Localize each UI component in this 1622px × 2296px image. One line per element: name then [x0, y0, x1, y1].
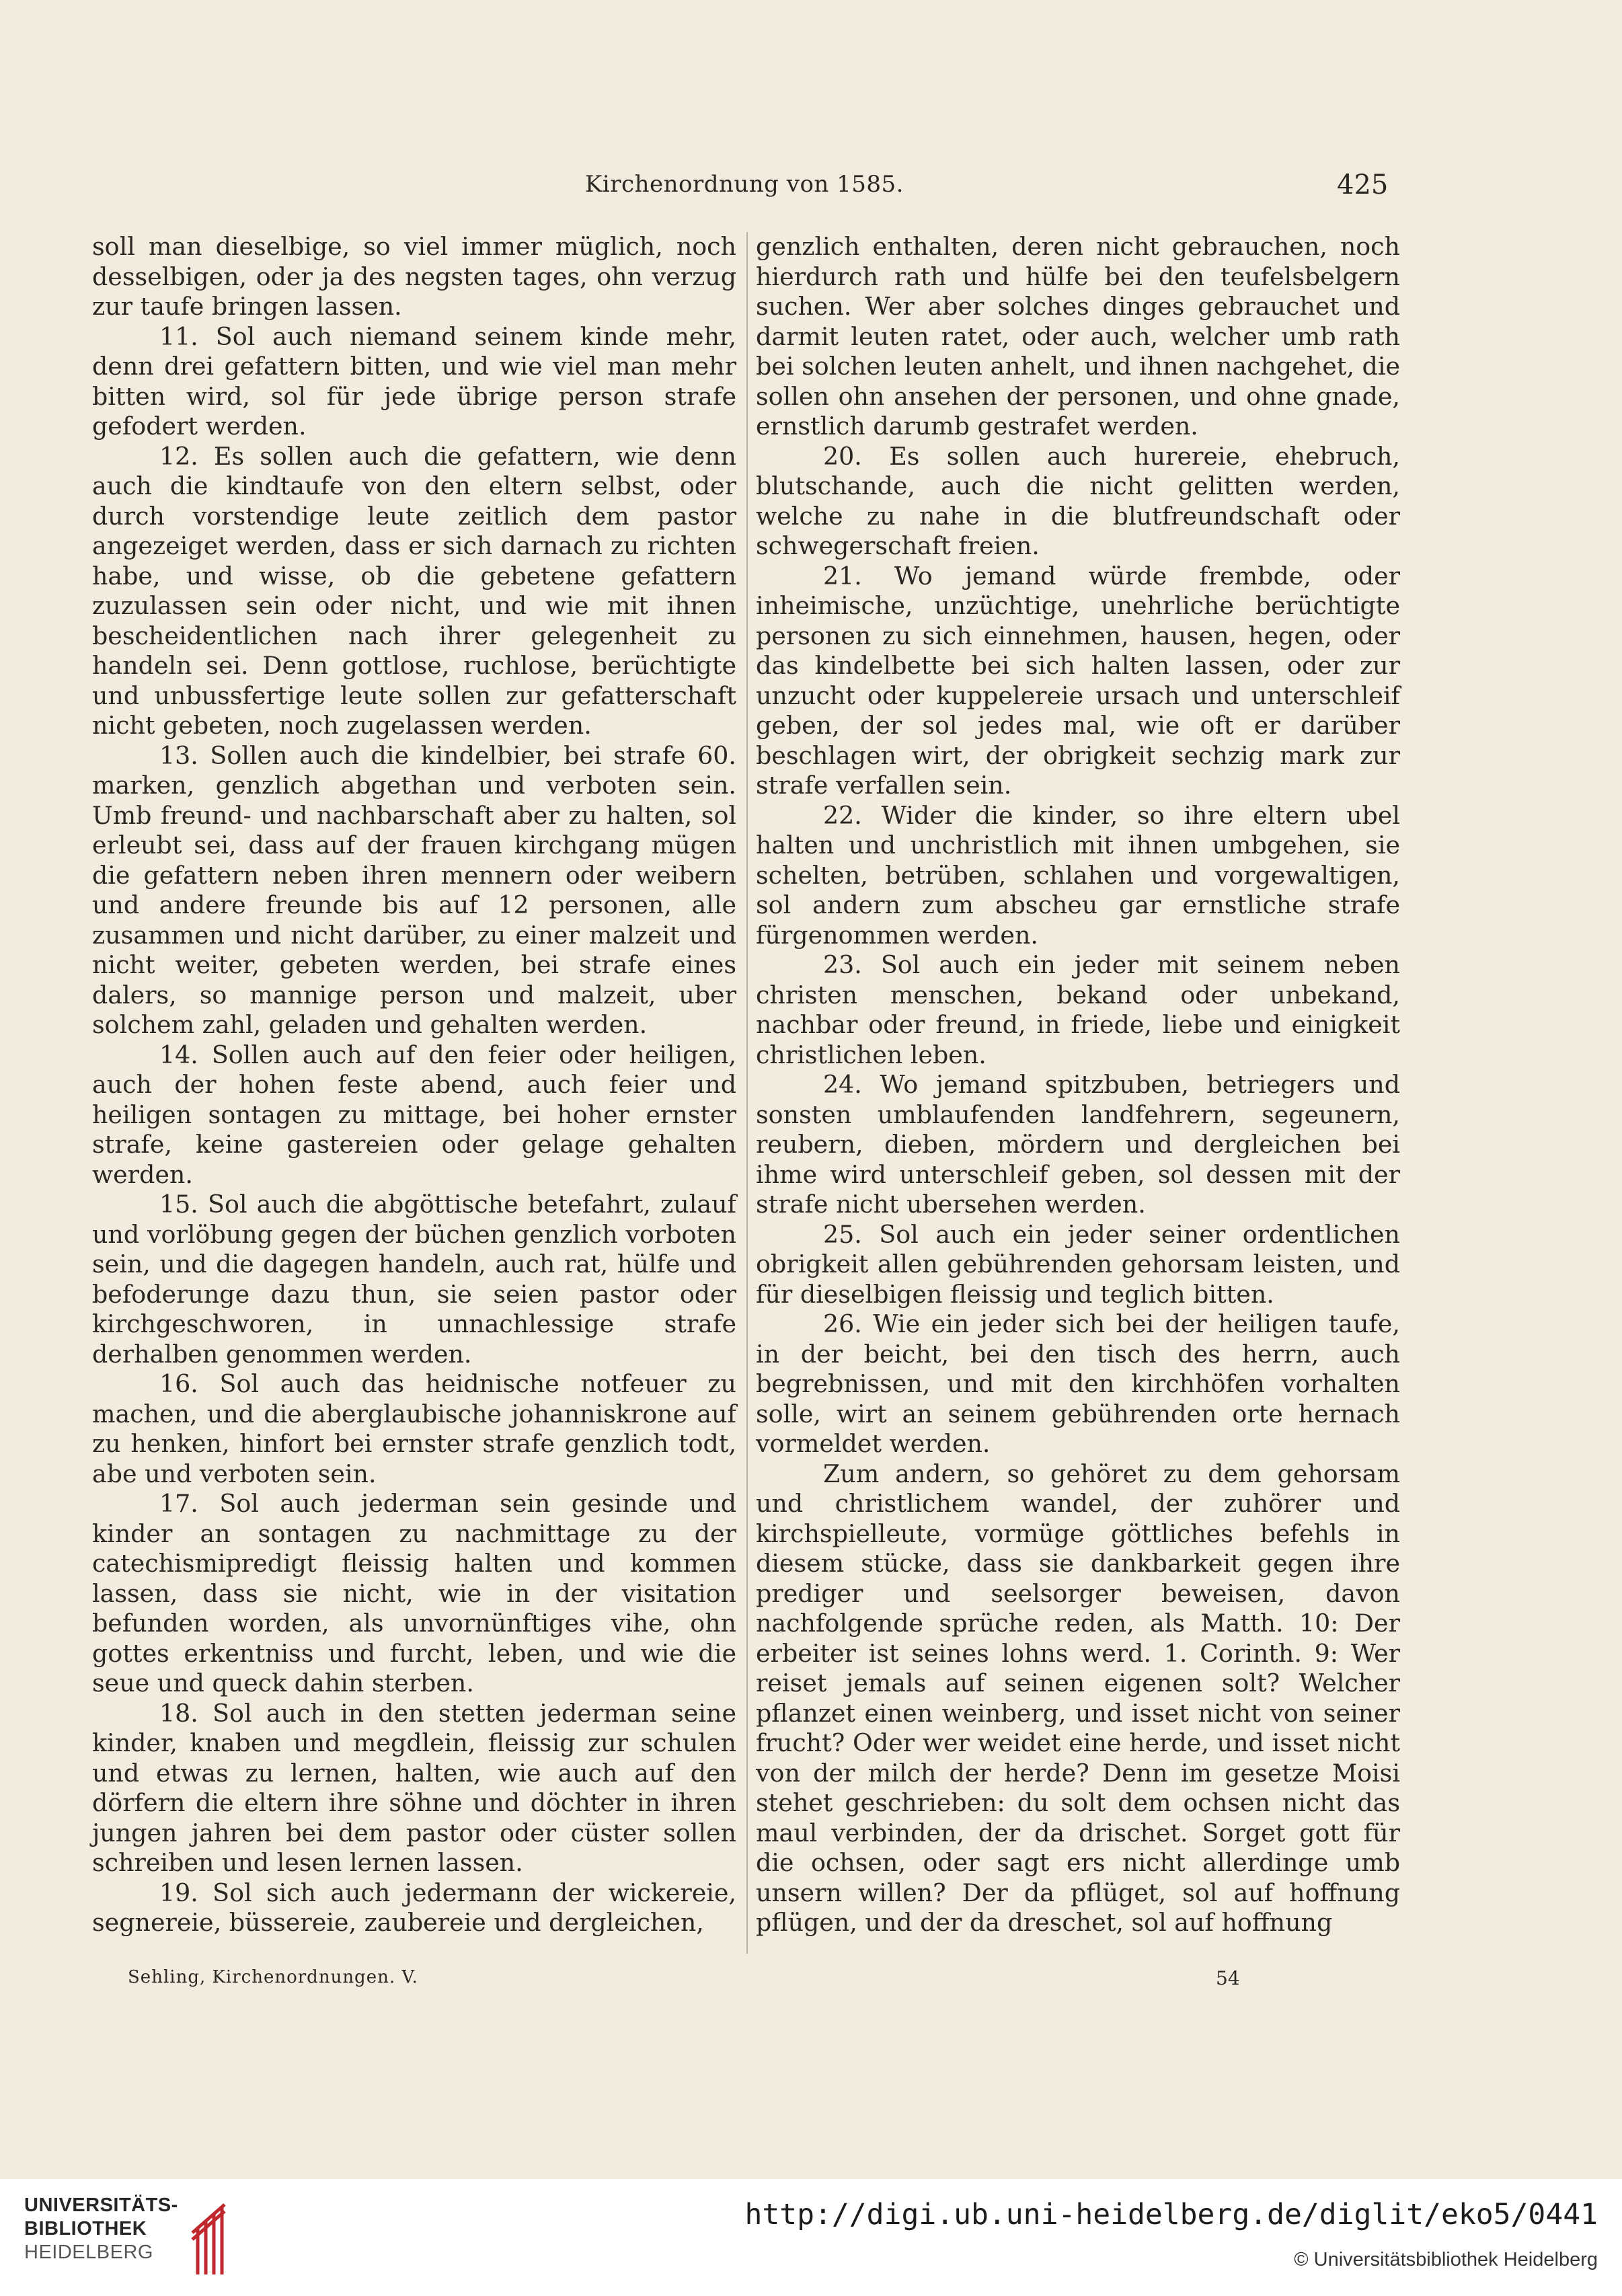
paragraph: 13. Sollen auch die kindelbier, bei strafe 60. marken, genzlich abgethan und verboten sein. Umb freund- und nachbarschaft aber zu halten, sol erleubt sei, dass auf der frauen kirchgang mügen die gefattern neben ihren mennern oder weibern und andere freunde bis auf 12 personen, alle zusammen und nicht darüber, zu einer malzeit und nicht weiter, gebeten werden, bei strafe eines dalers, so mannige person und malzeit, uber solchem zahl, geladen und gehalten werden.	[92, 740, 736, 1039]
paragraph: 16. Sol auch das heidnische notfeuer zu machen, und die aberglaubische johanniskrone auf zu henken, hinfort bei ernster strafe genzlich todt, abe und verboten sein.	[92, 1369, 736, 1488]
paragraph: Zum andern, so gehöret zu dem gehorsam und christlichem wandel, der zuhörer und kirchspielleute, vormüge göttliches befehls in diesem stücke, dass sie dankbarkeit gegen ihre prediger und seelsorger beweisen, davon nachfolgende sprüche reden, als Matth. 10: Der erbeiter ist seines lohns werd. 1. Corinth. 9: Wer reiset jemals auf seinen eigenen solt? Welcher pflanzet einen weinberg, und isset nicht von seiner frucht? Oder wer weidet eine herde, und isset nicht von der milch der herde? Denn im gesetze Moisi stehet geschrieben: du solt dem ochsen nicht das maul verbinden, der da drischet. Sorget gott für die ochsen, oder sagt ers nicht allerdinge umb unsern willen? Der da pflüget, sol auf hoffnung pflügen, und der da dreschet, sol auf hoffnung	[756, 1459, 1400, 1937]
paragraph: 15. Sol auch die abgöttische betefahrt, zulauf und vorlöbung gegen der büchen genzlich vorboten sein, und die dagegen handeln, auch rat, hülfe und befoderunge dazu thun, sie seien pastor oder kirchgeschworen, in unnachlessige strafe derhalben genommen werden.	[92, 1190, 736, 1369]
paragraph: 17. Sol auch jederman sein gesinde und kinder an sontagen zu nachmittage zu der catechismipredigt fleissig halten und kommen lassen, dass sie nicht, wie in der visitation befunden worden, als unvornünftiges vihe, ohn gottes erkentniss und furcht, leben, und wie die seue und queck dahin sterben.	[92, 1489, 736, 1697]
paragraph: 22. Wider die kinder, so ihre eltern ubel halten und unchristlich mit ihnen umbgehen, sie schelten, betrüben, schlahen und vorgewaltigen, sol andern zum abscheu gar ernstliche strafe fürgenommen werden.	[756, 800, 1400, 950]
paragraph: 19. Sol sich auch jedermann der wickereie, segnereie, büssereie, zaubereie und dergleichen,	[92, 1878, 736, 1937]
paragraph: 26. Wie ein jeder sich bei der heiligen taufe, in der beicht, bei den tisch des herrn, auch begrebnissen, und mit den kirchhöfen vorhalten solle, wirt an seinem gebührenden orte hernach vormeldet werden.	[756, 1309, 1400, 1458]
paragraph: 11. Sol auch niemand seinem kinde mehr, denn drei gefattern bitten, und wie viel man mehr bitten wird, sol für jede übrige person strafe gefodert werden.	[92, 321, 736, 441]
paragraph: 12. Es sollen auch die gefattern, wie denn auch die kindtaufe von den eltern selbst, oder durch vorstendige leute zeitlich dem pastor angezeiget werden, dass er sich darnach zu richten habe, und wisse, ob die gebetene gefattern zuzulassen sein oder nicht, und wie mit ihnen bescheidentlichen nach ihrer gelegenheit zu handeln sei. Denn gottlose, ruchlose, berüchtigte und unbussfertige leute sollen zur gefatterschaft nicht gebeten, noch zugelassen werden.	[92, 441, 736, 740]
paragraph: 23. Sol auch ein jeder mit seinem neben christen menschen, bekand oder unbekand, nachbar oder freund, in friede, liebe und einigkeit christlichen leben.	[756, 950, 1400, 1069]
logo-line-3: HEIDELBERG	[24, 2242, 153, 2263]
footer-sheet-number: 54	[1216, 1967, 1240, 1989]
right-text-column	[756, 232, 1400, 1938]
footer-signature: Sehling, Kirchenordnungen. V.	[128, 1967, 418, 1987]
paragraph: 21. Wo jemand würde frembde, oder inheimische, unzüchtige, unehrliche berüchtigte personen zu sich einnehmen, hausen, hegen, oder das kindelbette bei sich halten lassen, oder zur unzucht oder kuppelereie ursach und unterschleif geben, der sol jedes mal, wie oft er darüber beschlagen wirt, der obrigkeit sechzig mark zur strafe verfallen sein.	[756, 561, 1400, 800]
copyright-notice: © Universitätsbibliothek Heidelberg	[1294, 2249, 1598, 2270]
library-logo[interactable]	[24, 2194, 246, 2281]
paragraph: 24. Wo jemand spitzbuben, betriegers und sonsten umblaufenden landfehrern, segeunern, reubern, dieben, mördern und dergleichen bei ihme wird unterschleif geben, sol dessen mit der strafe nicht ubersehen werden.	[756, 1070, 1400, 1219]
paragraph: 18. Sol auch in den stetten jederman seine kinder, knaben und megdlein, fleissig zur schulen und etwas zu lernen, halten, wie auch auf den dörfern die eltern ihre söhne und döchter in ihren jungen jahren bei dem pastor oder cüster sollen schreiben und lesen lernen lassen.	[92, 1698, 736, 1877]
paragraph: soll man dieselbige, so viel immer müglich, noch desselbigen, oder ja des negsten tages, ohn verzug zur taufe bringen lassen.	[92, 232, 736, 321]
paragraph: 25. Sol auch ein jeder seiner ordentlichen obrigkeit allen gebührenden gehorsam leisten, und für dieselbigen fleissig und teglich bitten.	[756, 1219, 1400, 1309]
page-header	[0, 171, 1622, 211]
column-divider	[746, 232, 748, 1954]
page-number: 425	[1337, 169, 1389, 200]
library-emblem-icon	[184, 2198, 233, 2277]
permalink-url[interactable]: http://digi.ub.uni-heidelberg.de/diglit/eko5/0441	[744, 2198, 1598, 2231]
logo-line-2: BIBLIOTHEK	[24, 2218, 147, 2240]
paragraph: 20. Es sollen auch hurereie, ehebruch, blutschande, auch die nicht gelitten werden, welche zu nahe in die blutfreundschaft oder schwegerschaft freien.	[756, 441, 1400, 560]
paragraph: 14. Sollen auch auf den feier oder heiligen, auch der hohen feste abend, auch feier und heiligen sontagen zu mittage, bei hoher ernster strafe, keine gastereien oder gelage gehalten werden.	[92, 1040, 736, 1189]
paragraph: genzlich enthalten, deren nicht gebrauchen, noch hierdurch rath und hülfe bei den teufelsbelgern suchen. Wer aber solches dinges gebrauchet und darmit leuten ratet, oder auch, welcher umb rath bei solchen leuten anhelt, und ihnen nachgehet, die sollen ohn ansehen der personen, und ohne gnade, ernstlich darumb gestrafet werden.	[756, 232, 1400, 441]
library-logo-text	[24, 2194, 178, 2264]
running-title: Kirchenordnung von 1585.	[585, 171, 904, 198]
left-text-column	[92, 232, 736, 1938]
logo-line-1: UNIVERSITÄTS-	[24, 2194, 178, 2216]
